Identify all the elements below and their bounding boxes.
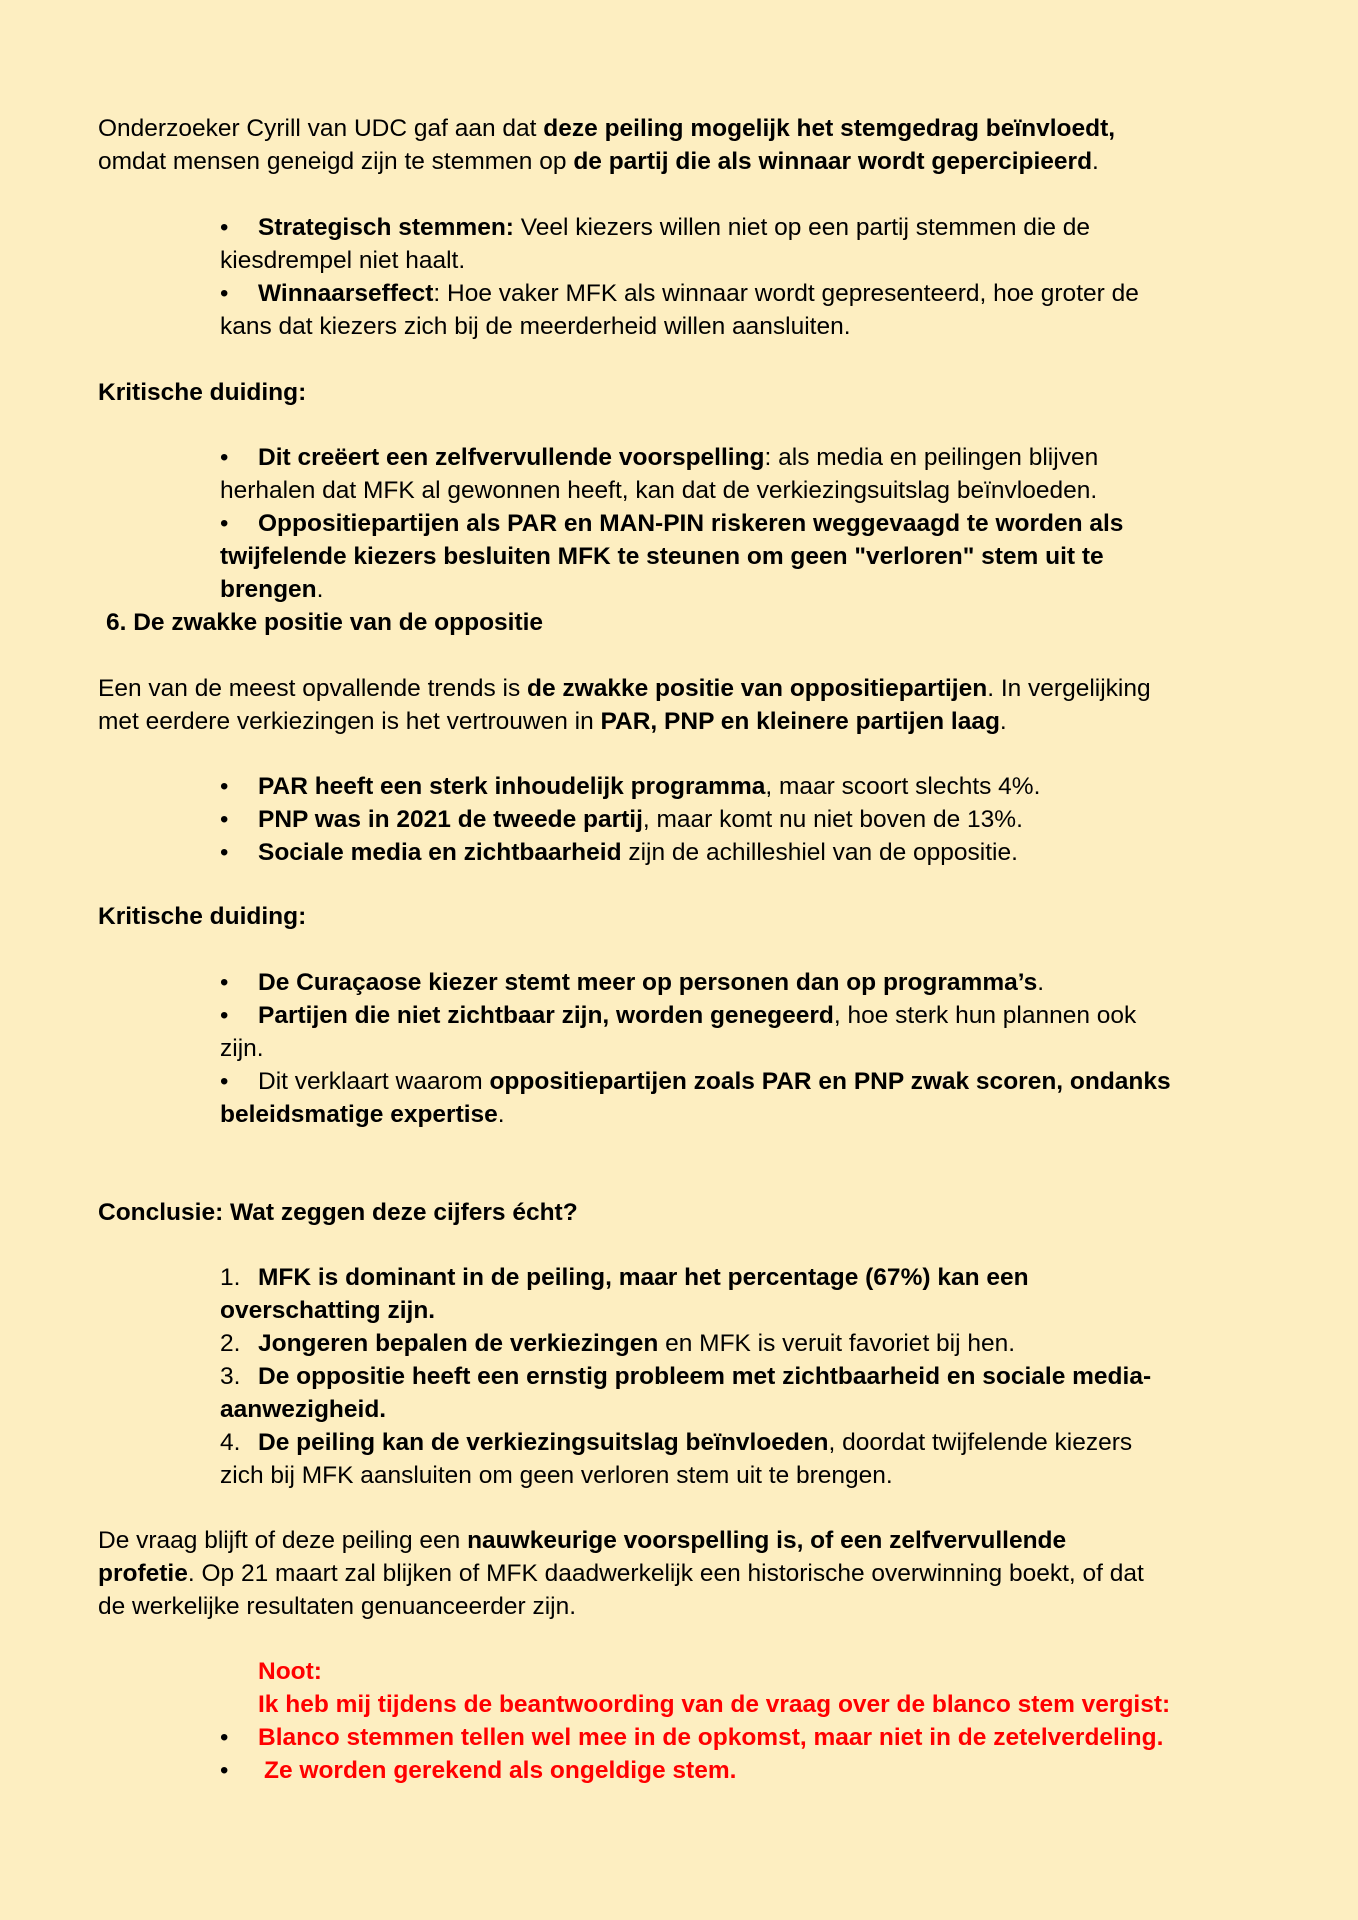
item-bold: twijfelende kiezers besluiten MFK te steunen om geen "verloren" stem uit te: [220, 543, 1104, 570]
item-text: : Hoe vaker MFK als winnaar wordt gepresenteerd, hoe groter de: [433, 280, 1139, 307]
list-item: [220, 277, 1139, 310]
item-bold: Strategisch stemmen:: [258, 214, 514, 241]
item-bold: Jongeren bepalen de verkiezingen: [258, 1330, 659, 1357]
item-bold: MFK is dominant in de peiling, maar het percentage (67%) kan een: [258, 1264, 1029, 1291]
list-item: [220, 507, 1123, 540]
item-bold: PAR heeft een sterk inhoudelijk programma: [258, 773, 766, 800]
list-item-continuation: [220, 1098, 505, 1131]
para-text: . In vergelijking: [987, 675, 1151, 702]
item-bold: De Curaçaose kiezer stemt meer op personen dan op programma’s: [258, 969, 1038, 996]
note-bullet-text: Ze worden gerekend als ongeldige stem.: [264, 1757, 737, 1784]
para-text: De vraag blijft of deze peiling een: [98, 1527, 468, 1554]
conclusion-heading: [98, 1196, 578, 1229]
item-text: zijn.: [220, 1035, 264, 1062]
list-item-continuation: [220, 244, 465, 277]
para-text: . Op 21 maart zal blijken of MFK daadwerkelijk een historische overwinning boekt, of dat: [187, 1560, 1144, 1587]
item-text: kans dat kiezers zich bij de meerderheid willen aansluiten.: [220, 313, 851, 340]
item-bold: De peiling kan de verkiezingsuitslag beïnvloeden: [258, 1429, 829, 1456]
list-item: [220, 770, 1040, 803]
bullet-icon: •: [220, 806, 229, 833]
list-item-continuation: [220, 540, 1104, 573]
item-text: Veel kiezers willen niet op een partij stemmen die de: [513, 214, 1091, 241]
para-bold: de zwakke positie van oppositiepartijen: [527, 675, 988, 702]
intro-text: omdat mensen geneigd zijn te stemmen op: [98, 148, 574, 175]
para-bold: profetie: [98, 1560, 188, 1587]
item-bold: oppositiepartijen zoals PAR en PNP zwak scoren, ondanks: [489, 1068, 1171, 1095]
paragraph-line: [98, 672, 1151, 705]
note-bullet-text: Blanco stemmen tellen wel mee in de opkomst, maar niet in de zetelverdeling.: [258, 1724, 1164, 1751]
intro-text: .: [1092, 148, 1099, 175]
item-bold: De oppositie heeft een ernstig probleem met zichtbaarheid en sociale media-: [258, 1363, 1152, 1390]
note-bullet-item: [220, 1721, 1163, 1754]
intro-line-1: [98, 112, 1115, 145]
item-text: zijn de achilleshiel van de oppositie.: [621, 839, 1018, 866]
section-heading: [98, 376, 306, 409]
list-item-continuation: [220, 573, 323, 606]
bullet-icon: •: [220, 1068, 229, 1095]
paragraph-line: [98, 1557, 1144, 1590]
item-number: 2.: [220, 1330, 241, 1357]
note-intro-text: Ik heb mij tijdens de beantwoording van de vraag over de blanco stem vergist:: [258, 1691, 1171, 1718]
list-item: [220, 1065, 1171, 1098]
note-intro: [258, 1688, 1170, 1721]
item-bold: Sociale media en zichtbaarheid: [258, 839, 622, 866]
list-item: [220, 441, 1098, 474]
item-bold: Partijen die niet zichtbaar zijn, worden genegeerd: [258, 1002, 834, 1029]
item-text: kiesdrempel niet haalt.: [220, 247, 466, 274]
paragraph-line: [98, 1524, 1066, 1557]
numbered-item: [220, 1360, 1151, 1393]
item-bold: Dit creëert een zelfvervullende voorspelling: [258, 444, 765, 471]
paragraph-line: [98, 1590, 576, 1623]
intro-line-2: [98, 145, 1099, 178]
para-text: Een van de meest opvallende trends is: [98, 675, 528, 702]
bullet-icon: •: [220, 510, 229, 537]
item-bold: brengen: [220, 576, 317, 603]
para-text: met eerdere verkiezingen is het vertrouwen in: [98, 708, 601, 735]
item-bold: overschatting zijn.: [220, 1297, 436, 1324]
para-bold: nauwkeurige voorspelling is, of een zelfvervullende: [467, 1527, 1067, 1554]
intro-bold: de partij die als winnaar wordt gepercipieerd: [573, 148, 1093, 175]
item-number: 1.: [220, 1264, 241, 1291]
para-text: .: [999, 708, 1007, 735]
numbered-item-continuation: [220, 1393, 386, 1426]
note-title: [258, 1655, 322, 1688]
item-text: : als media en peilingen blijven: [764, 444, 1099, 471]
item-text: .: [497, 1101, 505, 1128]
item-text: , hoe sterk hun plannen ook: [833, 1002, 1137, 1029]
item-text: herhalen dat MFK al gewonnen heeft, kan dat de verkiezingsuitslag beïnvloeden.: [220, 477, 1098, 504]
note-title-text: Noot:: [258, 1658, 322, 1685]
bullet-icon: •: [220, 1757, 229, 1784]
item-text: en MFK is veruit favoriet bij hen.: [658, 1330, 1016, 1357]
list-item: [220, 211, 1090, 244]
bullet-icon: •: [220, 1724, 229, 1751]
note-bullet-item: [220, 1754, 736, 1787]
bullet-icon: •: [220, 839, 229, 866]
list-item: [220, 966, 1044, 999]
list-item: [220, 999, 1136, 1032]
item-text: , maar scoort slechts 4%.: [765, 773, 1041, 800]
bullet-icon: •: [220, 1002, 229, 1029]
para-bold: PAR, PNP en kleinere partijen laag: [600, 708, 1000, 735]
heading-text: 6. De zwakke positie van de oppositie: [106, 609, 544, 636]
intro-text: Onderzoeker Cyrill van UDC gaf aan dat: [98, 115, 544, 142]
item-text: zich bij MFK aansluiten om geen verloren stem uit te brengen.: [220, 1462, 893, 1489]
item-bold: PNP was in 2021 de tweede partij: [258, 806, 643, 833]
bullet-icon: •: [220, 444, 229, 471]
list-item-continuation: [220, 310, 851, 343]
numbered-item: [220, 1261, 1029, 1294]
list-item-continuation: [220, 474, 1097, 507]
bullet-icon: •: [220, 214, 229, 241]
para-text: de werkelijke resultaten genuanceerder zijn.: [98, 1593, 577, 1620]
numbered-item: [220, 1327, 1015, 1360]
item-text: , maar komt nu niet boven de 13%.: [642, 806, 1023, 833]
bullet-icon: •: [220, 969, 229, 996]
item-text: .: [316, 576, 324, 603]
section-heading: [106, 606, 543, 639]
item-bold: beleidsmatige expertise: [220, 1101, 498, 1128]
item-bold: Winnaarseffect: [258, 280, 434, 307]
numbered-item-continuation: [220, 1294, 435, 1327]
list-item: [220, 836, 1018, 869]
heading-text: Conclusie: Wat zeggen deze cijfers écht?: [98, 1199, 578, 1226]
numbered-item: [220, 1426, 1132, 1459]
item-text: , doordat twijfelende kiezers: [828, 1429, 1133, 1456]
item-bold: Oppositiepartijen als PAR en MAN-PIN riskeren weggevaagd te worden als: [258, 510, 1124, 537]
list-item: [220, 803, 1023, 836]
item-text: .: [1037, 969, 1045, 996]
paragraph-line: [98, 705, 1007, 738]
heading-text: Kritische duiding:: [98, 379, 307, 406]
bullet-icon: •: [220, 280, 229, 307]
item-number: 3.: [220, 1363, 241, 1390]
section-heading: [98, 900, 306, 933]
list-item-continuation: [220, 1032, 264, 1065]
intro-bold: deze peiling mogelijk het stemgedrag beïnvloedt,: [543, 115, 1116, 142]
item-text: Dit verklaart waarom: [258, 1068, 490, 1095]
numbered-item-continuation: [220, 1459, 893, 1492]
heading-text: Kritische duiding:: [98, 903, 307, 930]
bullet-icon: •: [220, 773, 229, 800]
item-bold: aanwezigheid.: [220, 1396, 387, 1423]
item-number: 4.: [220, 1429, 241, 1456]
